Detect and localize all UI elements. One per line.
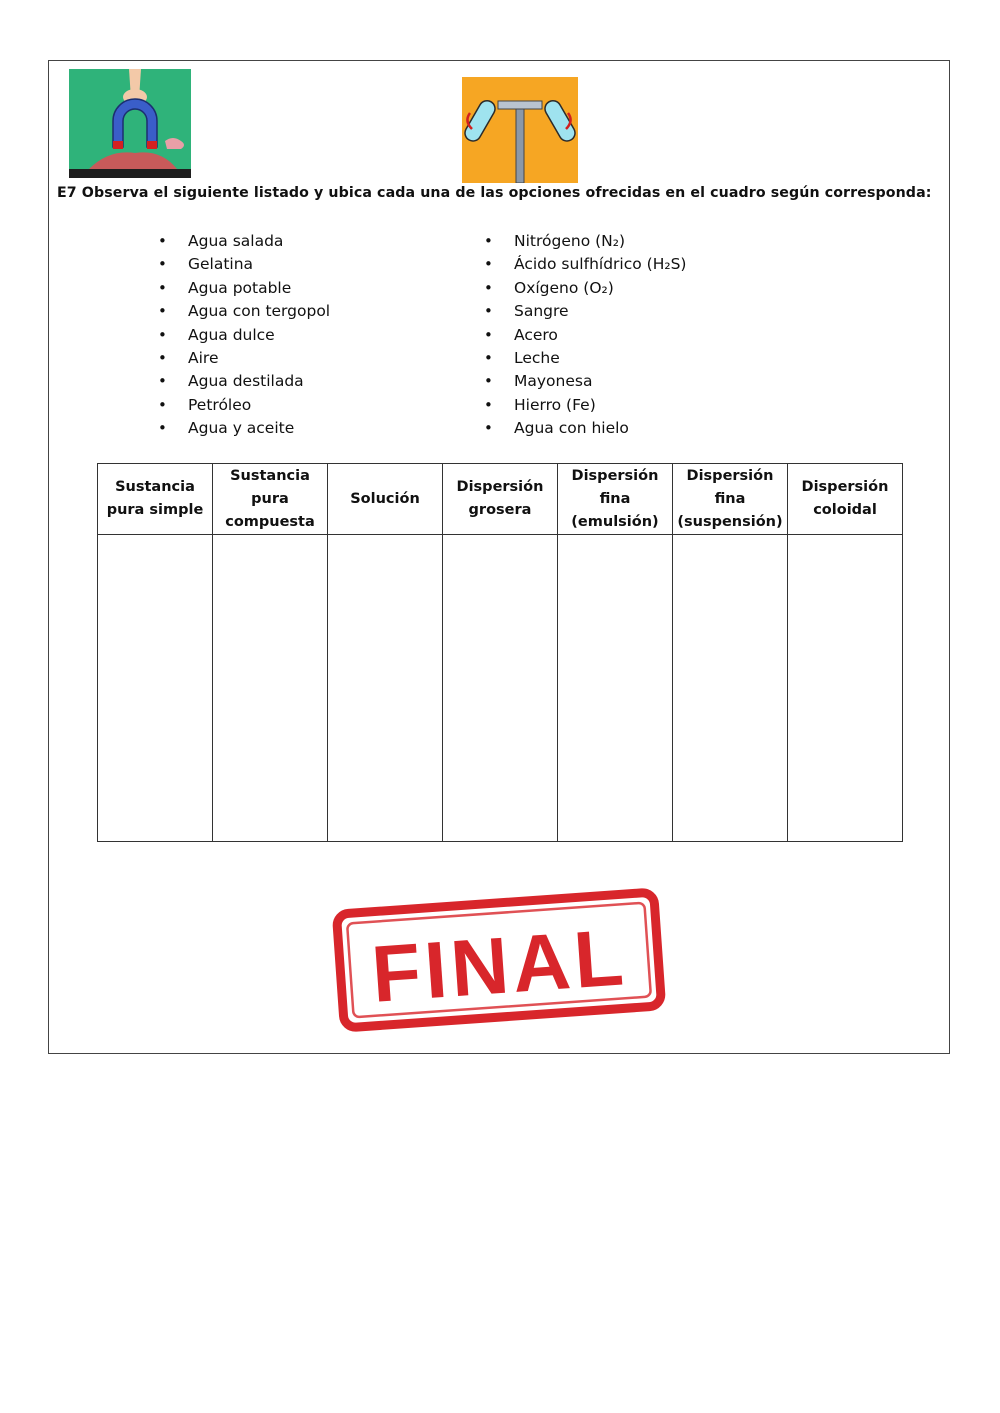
list-item: • Ácido sulfhídrico (H₂S) [484,253,686,276]
header-sustancia-pura-simple [98,464,213,535]
header-line: Dispersión [456,479,544,495]
header-dispersion-coloidal [788,464,903,535]
list-item: • Hierro (Fe) [484,394,686,417]
header-sustancia-pura-compuesta [213,464,328,535]
header-dispersion-fina-emulsion [558,464,673,535]
header-line: fina [599,490,631,507]
answer-cell-dispersion-fina-emulsion[interactable] [558,535,673,842]
header-line: (suspensión) [677,513,783,530]
list-item: • Aire [158,347,330,370]
list-item: • Agua con tergopol [158,300,330,323]
stamp-text: FINAL [368,912,630,1019]
list-item: • Petróleo [158,394,330,417]
header-line: Dispersión [571,467,659,484]
header-line: Sustancia [230,467,310,484]
answer-cell-dispersion-coloidal[interactable] [788,535,903,842]
list-item: • Leche [484,347,686,370]
header-line: Dispersión [686,467,774,484]
list-item: • Agua destilada [158,370,330,393]
header-dispersion-grosera [443,464,558,535]
list-item: • Agua con hielo [484,417,686,440]
classification-table [97,463,903,842]
options-list-right [484,230,686,441]
answer-cell-solucion[interactable] [328,535,443,842]
list-item: • Sangre [484,300,686,323]
centrifuge-image [462,77,578,183]
list-item: • Mayonesa [484,370,686,393]
list-item: • Gelatina [158,253,330,276]
instruction-text: E7 Observa el siguiente listado y ubica cada una de las opciones ofrecidas en el cuadro según corresponda: [57,185,932,201]
answer-cell-sustancia-pura-simple[interactable] [98,535,213,842]
list-item: • Nitrógeno (N₂) [484,230,686,253]
header-dispersion-fina-suspension [673,464,788,535]
answer-cell-sustancia-pura-compuesta[interactable] [213,535,328,842]
final-stamp [330,885,668,1035]
header-line: Sustancia [115,479,195,495]
header-line: grosera [468,502,532,518]
header-line: Solución [350,490,420,507]
header-line: pura simple [106,502,204,518]
header-line: (emulsión) [571,513,659,530]
list-item: • Acero [484,324,686,347]
list-item: • Agua dulce [158,324,330,347]
header-solucion [328,464,443,535]
options-list-left [158,230,330,441]
list-item: • Oxígeno (O₂) [484,277,686,300]
list-item: • Agua y aceite [158,417,330,440]
header-line: pura [251,490,289,507]
header-line: coloidal [813,502,877,518]
answer-cell-dispersion-fina-suspension[interactable] [673,535,788,842]
list-item: • Agua potable [158,277,330,300]
header-line: compuesta [225,513,315,530]
answer-cell-dispersion-grosera[interactable] [443,535,558,842]
list-item: • Agua salada [158,230,330,253]
header-line: fina [714,490,746,507]
magnet-image [69,69,191,178]
header-line: Dispersión [801,479,889,495]
